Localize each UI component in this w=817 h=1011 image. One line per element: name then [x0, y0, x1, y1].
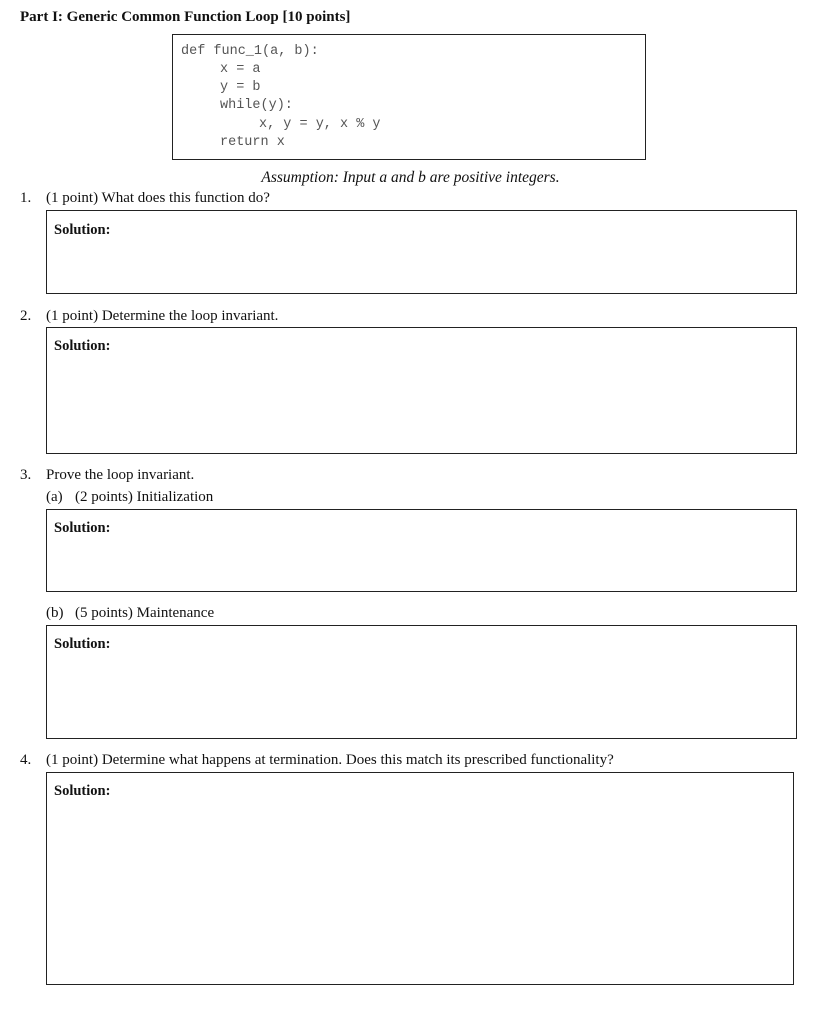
question-1-text: (1 point) What does this function do? [46, 190, 270, 206]
question-2-number: 2. [20, 308, 32, 324]
code-line-5: x, y = y, x % y [259, 117, 381, 132]
code-block [172, 34, 646, 160]
code-line-1: def func_1(a, b): [181, 44, 319, 59]
solution-label: Solution: [54, 783, 111, 799]
solution-label: Solution: [54, 520, 111, 536]
question-4-number: 4. [20, 752, 32, 768]
code-line-4: while(y): [220, 98, 293, 113]
solution-box-3b[interactable] [46, 625, 797, 739]
solution-box-4[interactable] [46, 772, 794, 985]
question-4-text: (1 point) Determine what happens at termination. Does this match its prescribed functionality? [46, 752, 614, 768]
code-line-2: x = a [220, 62, 261, 77]
code-line-6: return x [220, 135, 285, 150]
solution-box-1[interactable] [46, 210, 797, 294]
question-3a-text: (2 points) Initialization [75, 489, 214, 505]
solution-label: Solution: [54, 636, 111, 652]
code-line-3: y = b [220, 80, 261, 95]
solution-box-3a[interactable] [46, 509, 797, 592]
question-2-text: (1 point) Determine the loop invariant. [46, 308, 279, 324]
solution-box-2[interactable] [46, 327, 797, 454]
question-1-number: 1. [20, 190, 32, 206]
question-3b-label: (b) [46, 605, 64, 621]
question-3b-text: (5 points) Maintenance [75, 605, 215, 621]
page-title: Part I: Generic Common Function Loop [10 points] [20, 9, 351, 25]
solution-label: Solution: [54, 222, 111, 238]
question-3-number: 3. [20, 467, 32, 483]
question-3a-label: (a) [46, 489, 63, 505]
question-3-text: Prove the loop invariant. [46, 467, 195, 483]
assumption-text: Assumption: Input a and b are positive integers. [261, 169, 560, 186]
solution-label: Solution: [54, 338, 111, 354]
